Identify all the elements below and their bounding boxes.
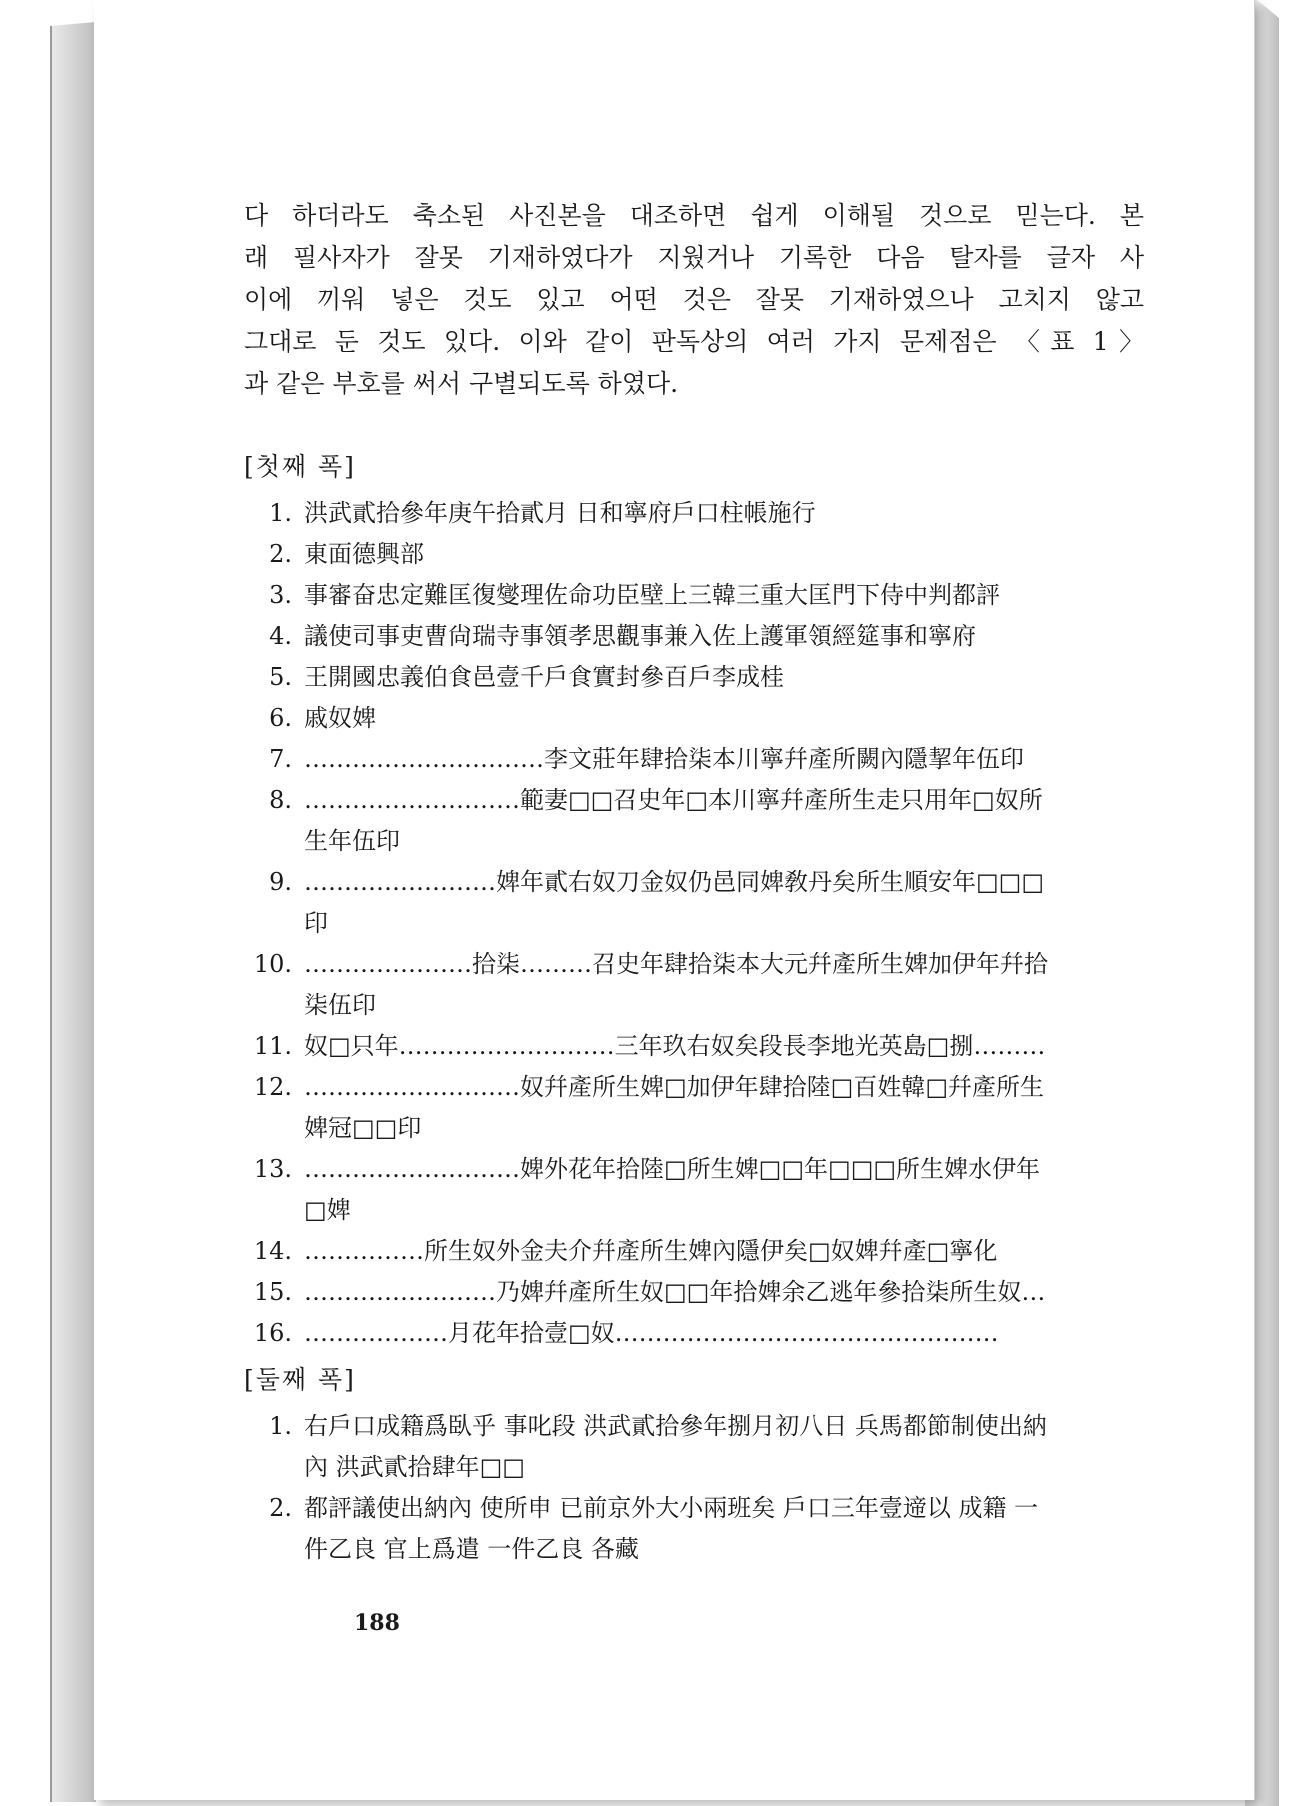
section-second-list (244, 1406, 1144, 1570)
entry-number: 14. (253, 1237, 292, 1265)
entry-number (244, 1190, 304, 1231)
page-number: 188 (354, 1610, 400, 1636)
entry-number (244, 985, 304, 1026)
entry-number: 1. (269, 499, 292, 527)
entry-number (244, 821, 304, 862)
list-item (244, 534, 1144, 575)
entry-number (244, 1447, 304, 1488)
paragraph-line: 다 하더라도 축소된 사진본을 대조하면 쉽게 이해될 것으로 믿는다. 본 (244, 201, 1144, 230)
list-item (244, 1272, 1144, 1313)
list-item-continuation (244, 1190, 1144, 1231)
entry-text: 戚奴婢 (304, 704, 376, 732)
list-item (244, 1149, 1144, 1190)
entry-text: 議使司事吏曹尙瑞寺事領孝思觀事兼入佐上護軍領經筵事和寧府 (304, 622, 976, 650)
entry-number: 5. (269, 663, 292, 691)
entry-text: 洪武貳拾參年庚午拾貳月 日和寧府戶口柱帳施行 (304, 499, 816, 527)
entry-text: ………………月花年拾壹□奴………………………………………… (304, 1319, 999, 1347)
book-page (94, 0, 1255, 1800)
list-item (244, 1231, 1144, 1272)
entry-number: 9. (269, 868, 292, 896)
intro-paragraph (244, 195, 1144, 405)
entry-text: …………………拾柒………召史年肆拾柒本大元幷產所生婢加伊年幷拾 (304, 950, 1048, 978)
entry-text: ……………………乃婢幷產所生奴□□年拾婢余乙逃年參拾柒所生奴… (304, 1278, 1046, 1306)
entry-text: ………………………範妻□□召史年□本川寧幷產所生走只用年□奴所 (304, 786, 1043, 814)
list-item (244, 1313, 1144, 1354)
list-item (244, 1067, 1144, 1108)
book-left-edge (50, 22, 96, 1802)
paragraph-line: 과 같은 부호를 써서 구별되도록 하였다. (244, 369, 679, 398)
list-item (244, 616, 1144, 657)
entry-number: 7. (269, 745, 292, 773)
list-item (244, 862, 1144, 903)
entry-number: 3. (269, 581, 292, 609)
paragraph-line: 그대로 둔 것도 있다. 이와 같이 판독상의 여러 가지 문제점은 〈표 1〉 (244, 327, 1144, 356)
entry-number: 12. (253, 1073, 292, 1101)
entry-number: 16. (253, 1319, 292, 1347)
entry-number: 10. (253, 950, 292, 978)
list-item-continuation (244, 903, 1144, 944)
list-item (244, 493, 1144, 534)
section-header-first: [첫째 폭] (244, 452, 356, 481)
entry-number (244, 903, 304, 944)
entry-number: 4. (269, 622, 292, 650)
entry-text: 奴□只年………………………三年玖右奴矣段長李地光英島□捌……… (304, 1032, 1046, 1060)
entry-text: ……………………婢年貳右奴刀金奴仍邑同婢敎丹矣所生順安年□□□ (304, 868, 1045, 896)
entry-number: 2. (269, 540, 292, 568)
section-first-list (244, 493, 1144, 1354)
entry-text: 東面德興部 (304, 540, 424, 568)
list-item (244, 1026, 1144, 1067)
list-item-continuation (244, 1529, 1144, 1570)
list-item (244, 657, 1144, 698)
entry-text: 都評議使出納內 使所申 已前京外大小兩班矣 戶口三年壹遆以 成籍 一 (304, 1494, 1039, 1522)
entry-text: ………………………婢外花年拾陸□所生婢□□年□□□所生婢水伊年 (304, 1155, 1041, 1183)
list-item (244, 739, 1144, 780)
list-item (244, 1406, 1144, 1447)
entry-number: 11. (253, 1032, 292, 1060)
entry-text: 婢冠□□印 (304, 1114, 422, 1142)
list-item-continuation (244, 1447, 1144, 1488)
paragraph-line: 래 필사자가 잘못 기재하였다가 지웠거나 기록한 다음 탈자를 글자 사 (244, 243, 1144, 272)
entry-text: 事審奋忠定難匡復燮理佐命功臣壁上三韓三重大匡門下侍中判都評 (304, 581, 1000, 609)
entry-text: …………………………李文莊年肆拾柒本川寧幷產所闕內隱挈年伍印 (304, 745, 1024, 773)
list-item (244, 780, 1144, 821)
list-item (244, 944, 1144, 985)
entry-number: 13. (253, 1155, 292, 1183)
entry-number: 6. (269, 704, 292, 732)
entry-number: 15. (253, 1278, 292, 1306)
entry-number: 8. (269, 786, 292, 814)
section-header-second: [둘째 폭] (244, 1365, 356, 1394)
entry-number (244, 1108, 304, 1149)
list-item-continuation (244, 985, 1144, 1026)
entry-text: 印 (304, 909, 328, 937)
entry-text: ………………………奴幷產所生婢□加伊年肆拾陸□百姓韓□幷產所生 (304, 1073, 1045, 1101)
entry-text: 內 洪武貳拾肆年□□ (304, 1453, 525, 1481)
list-item (244, 1488, 1144, 1529)
list-item-continuation (244, 821, 1144, 862)
entry-text: 生年伍印 (304, 827, 400, 855)
list-item (244, 575, 1144, 616)
list-item-continuation (244, 1108, 1144, 1149)
entry-text: 右戶口成籍爲臥乎 事叱段 洪武貳拾參年捌月初八日 兵馬都節制使出納 (304, 1412, 1047, 1440)
entry-text: 王開國忠義伯食邑壹千戶食實封參百戶李成桂 (304, 663, 784, 691)
paragraph-line: 이에 끼워 넣은 것도 있고 어떤 것은 잘못 기재하였으나 고치지 않고 (244, 285, 1144, 314)
entry-number: 1. (269, 1412, 292, 1440)
entry-number: 2. (269, 1494, 292, 1522)
entry-text: 件乙良 官上爲遣 一件乙良 各藏 (304, 1535, 639, 1563)
entry-text: ……………所生奴外金夫介幷產所生婢內隱伊矣□奴婢幷產□寧化 (304, 1237, 998, 1265)
list-item (244, 698, 1144, 739)
entry-text: 柒伍印 (304, 991, 376, 1019)
entry-text: □婢 (304, 1196, 351, 1224)
entry-number (244, 1529, 304, 1570)
page-content (244, 195, 1144, 1570)
